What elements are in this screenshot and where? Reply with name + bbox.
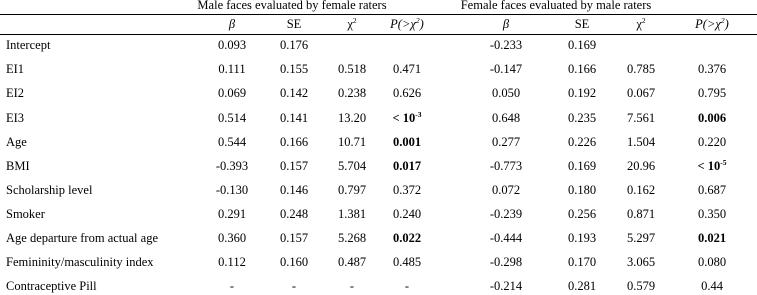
male-cell: 1.381 — [337, 207, 367, 221]
male-cell: 0.160 — [279, 255, 309, 269]
female-cell: -0.444 — [489, 231, 523, 245]
top-rule — [0, 14, 757, 15]
male-cell: 0.069 — [217, 86, 247, 100]
female-cell: 0.226 — [567, 135, 597, 149]
row-label: Scholarship level — [6, 183, 93, 197]
male-cell: 0.142 — [279, 86, 309, 100]
male-cell: - — [229, 279, 235, 293]
col-p-male: $P(>\chi^2)$ — [390, 16, 424, 31]
male-cell: 5.704 — [337, 159, 367, 173]
col-beta-male: β — [228, 17, 236, 31]
row-label: Smoker — [6, 207, 45, 221]
row-label: Age — [6, 135, 27, 149]
male-cell: 0.001 — [392, 135, 422, 149]
male-cell: 0.291 — [217, 207, 247, 221]
female-cell: 0.277 — [491, 135, 521, 149]
female-cell: -0.773 — [489, 159, 523, 173]
female-cell: 0.067 — [626, 86, 656, 100]
male-cell: 0.797 — [337, 183, 367, 197]
male-cell: 0.017 — [392, 159, 422, 173]
male-cell: 0.471 — [392, 62, 422, 76]
male-cell: 0.155 — [279, 62, 309, 76]
male-cell: 0.518 — [337, 62, 367, 76]
male-group-header: Male faces evaluated by female raters — [197, 0, 387, 12]
male-cell: 0.176 — [279, 38, 309, 52]
male-cell: 0.093 — [217, 38, 247, 52]
male-cell: -0.393 — [215, 159, 249, 173]
male-cell: 0.146 — [279, 183, 309, 197]
male-cell: 0.157 — [279, 159, 309, 173]
female-cell: -0.233 — [489, 38, 523, 52]
female-cell: -0.239 — [489, 207, 523, 221]
male-cell: 0.240 — [392, 207, 422, 221]
female-cell: 0.281 — [567, 279, 597, 293]
female-cell: 0.166 — [567, 62, 597, 76]
female-cell: 0.44 — [701, 279, 723, 293]
male-cell: -0.130 — [215, 183, 249, 197]
female-cell: 0.169 — [567, 159, 597, 173]
male-cell: 0.141 — [279, 111, 309, 125]
row-label: EI1 — [6, 62, 25, 76]
female-cell: 5.297 — [626, 231, 656, 245]
male-cell: 0.544 — [217, 135, 247, 149]
row-label: EI3 — [6, 111, 25, 125]
male-cell: 0.112 — [218, 255, 246, 269]
male-cell: 13.20 — [337, 111, 367, 125]
male-cell: 0.166 — [279, 135, 309, 149]
row-label: EI2 — [6, 86, 25, 100]
male-cell: - — [404, 279, 410, 293]
male-cell: 0.487 — [337, 255, 367, 269]
col-chi-male: $\chi^2$ — [347, 16, 357, 31]
female-group-header: Female faces evaluated by male raters — [460, 0, 652, 12]
female-cell: 0.648 — [491, 111, 521, 125]
male-cell: 0.360 — [217, 231, 247, 245]
female-cell: 0.376 — [697, 62, 727, 76]
female-cell: 0.180 — [567, 183, 597, 197]
male-cell: 0.485 — [392, 255, 422, 269]
male-cell: 10.71 — [337, 135, 367, 149]
female-cell: 0.795 — [697, 86, 727, 100]
female-cell: 0.021 — [697, 231, 727, 245]
female-cell: 0.220 — [697, 135, 727, 149]
female-cell: 20.96 — [626, 159, 656, 173]
female-cell: -0.298 — [489, 255, 523, 269]
female-cell: 0.162 — [626, 183, 656, 197]
female-cell: 0.871 — [626, 207, 656, 221]
female-cell: 0.235 — [567, 111, 597, 125]
female-cell: 0.169 — [567, 38, 597, 52]
female-cell: 0.050 — [491, 86, 521, 100]
female-cell: 0.785 — [626, 62, 656, 76]
female-cell: 0.687 — [697, 183, 727, 197]
col-chi-female: $\chi^2$ — [636, 16, 646, 31]
male-cell: - — [291, 279, 297, 293]
female-cell: 0.170 — [567, 255, 597, 269]
female-cell: -0.147 — [489, 62, 523, 76]
col-se-female: SE — [574, 17, 590, 31]
col-beta-female: β — [502, 17, 510, 31]
female-cell: 7.561 — [626, 111, 656, 125]
row-label: Intercept — [6, 38, 51, 52]
male-cell: 0.111 — [218, 62, 246, 76]
male-cell: 0.372 — [392, 183, 422, 197]
female-cell: 0.080 — [697, 255, 727, 269]
female-cell: 0.193 — [567, 231, 597, 245]
male-cell: 5.268 — [337, 231, 367, 245]
female-cell: 1.504 — [626, 135, 656, 149]
row-label: Contraceptive Pill — [6, 279, 97, 293]
col-p-female: $P(>\chi^2)$ — [695, 16, 729, 31]
male-cell: 0.238 — [337, 86, 367, 100]
male-cell: 0.157 — [279, 231, 309, 245]
female-cell: 0.579 — [626, 279, 656, 293]
row-label: Age departure from actual age — [6, 231, 159, 245]
male-cell: < $10^{-3}$ — [392, 110, 422, 125]
female-cell: 0.006 — [697, 111, 727, 125]
male-cell: - — [349, 279, 355, 293]
female-cell: 0.256 — [567, 207, 597, 221]
header-rule — [0, 34, 757, 35]
row-label: BMI — [6, 159, 30, 173]
male-cell: 0.626 — [392, 86, 422, 100]
male-cell: 0.248 — [279, 207, 309, 221]
female-cell: -0.214 — [489, 279, 523, 293]
female-cell: 0.072 — [491, 183, 521, 197]
male-cell: 0.022 — [392, 231, 422, 245]
female-cell: < $10^{-5}$ — [697, 158, 727, 173]
male-cell: 0.514 — [217, 111, 247, 125]
col-se-male: SE — [286, 17, 302, 31]
female-cell: 0.192 — [567, 86, 597, 100]
female-cell: 0.350 — [697, 207, 727, 221]
female-cell: 3.065 — [626, 255, 656, 269]
row-label: Femininity/masculinity index — [6, 255, 154, 269]
